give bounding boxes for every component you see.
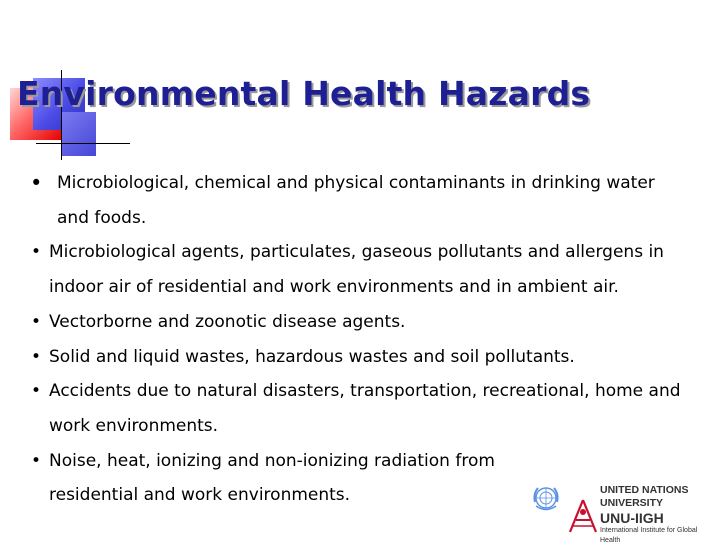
bullet-text: Solid and liquid wastes, hazardous wastes and soil pollutants. xyxy=(49,346,575,367)
slide-title: Environmental Health Hazards xyxy=(17,74,591,113)
unu-iigh-logo xyxy=(528,478,718,544)
bullet-item xyxy=(31,166,711,235)
bullet-dot: • xyxy=(30,171,43,195)
bullet-dot: • xyxy=(31,242,42,263)
bullet-text: Vectorborne and zoonotic disease agents. xyxy=(49,311,406,332)
bullet-list xyxy=(31,166,711,513)
decorative-horizontal-line xyxy=(36,143,130,144)
logo-line-institute: International Institute for Global Health xyxy=(600,527,698,544)
bullet-text: Microbiological, chemical and physical contaminants in drinking water and foods. xyxy=(57,173,655,228)
bullet-item xyxy=(31,340,711,375)
bullet-text: Microbiological agents, particulates, gaseous pollutants and allergens in indoor air of residential and work environments and in ambient air. xyxy=(49,242,664,298)
bullet-item xyxy=(31,374,711,443)
logo-line-unu-iigh: UNU-IIGH xyxy=(600,510,664,526)
bullet-text: Noise, heat, ionizing and non-ionizing radiation from residential and work environments. xyxy=(49,450,495,506)
logo-text xyxy=(600,484,718,546)
bullet-dot: • xyxy=(31,311,42,332)
bullet-item xyxy=(31,235,711,304)
bullet-text: Accidents due to natural disasters, transportation, recreational, home and work environments. xyxy=(49,381,681,436)
bullet-dot: • xyxy=(31,346,42,367)
un-emblem-icon xyxy=(530,482,562,514)
bullet-dot: • xyxy=(31,381,42,402)
unu-mark-icon xyxy=(568,494,598,534)
logo-line-university: UNIVERSITY xyxy=(600,497,664,509)
logo-line-united-nations: UNITED NATIONS xyxy=(600,484,689,496)
bullet-item xyxy=(31,305,711,340)
bullet-dot: • xyxy=(31,450,42,471)
decorative-blue-square-small xyxy=(62,112,96,156)
